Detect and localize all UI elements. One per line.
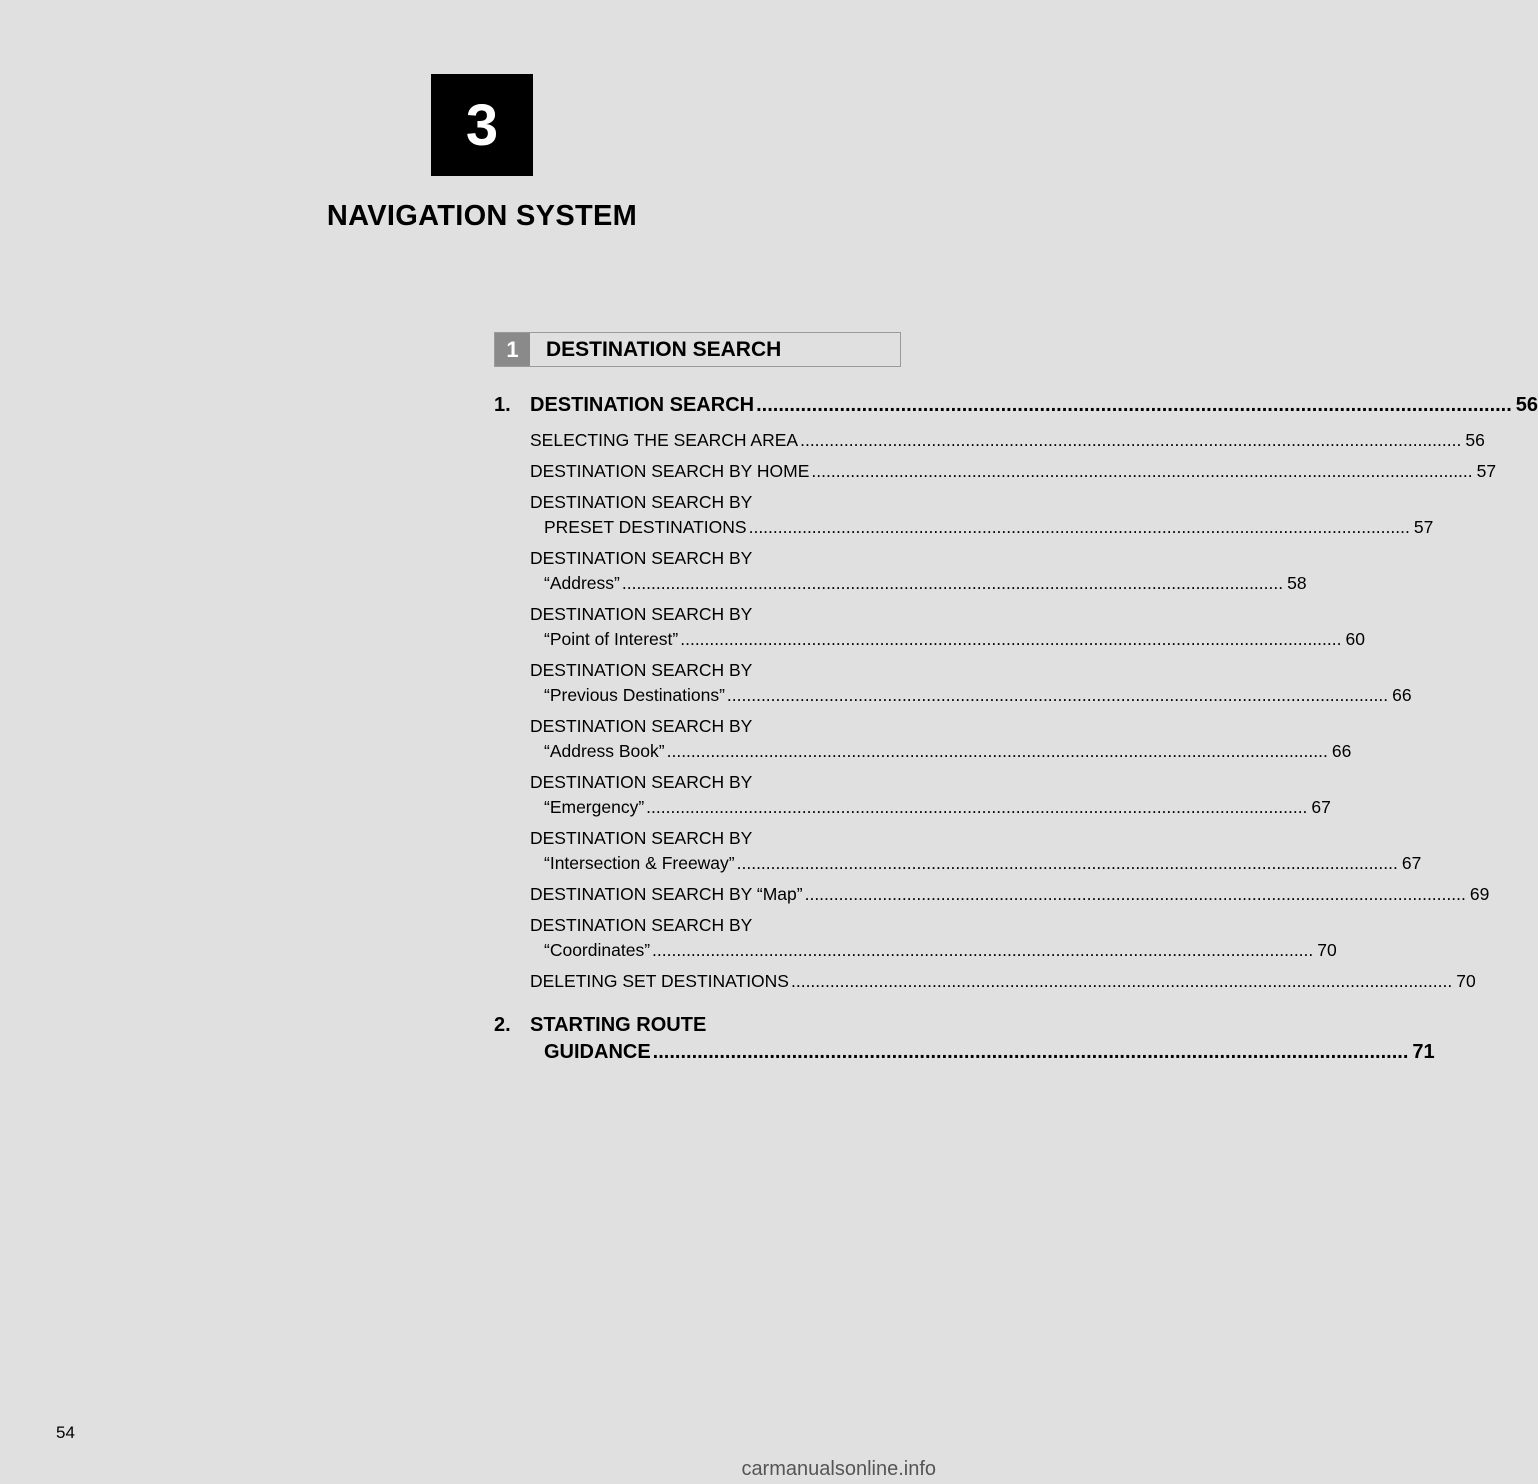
toc-sub-row (530, 795, 1331, 820)
toc-sub-title: DESTINATION SEARCH BY (530, 492, 753, 512)
toc-sub-title-cont: PRESET DESTINATIONS (544, 517, 747, 537)
watermark: carmanualsonline.info (741, 1458, 936, 1480)
section-header (494, 332, 901, 367)
dot-leader (653, 1039, 1409, 1066)
toc-sub-entry[interactable] (530, 882, 1490, 907)
dot-leader (737, 851, 1398, 876)
toc-entry-title: STARTING ROUTE (530, 1014, 707, 1036)
toc-sub-title: DELETING SET DESTINATIONS (530, 971, 789, 991)
dot-leader (805, 882, 1466, 907)
toc-sub-title: DESTINATION SEARCH BY (530, 828, 753, 848)
toc-sub-row (530, 571, 1307, 596)
toc-sub-title: DESTINATION SEARCH BY (530, 548, 753, 568)
toc-entry-page: 56 (1515, 394, 1538, 416)
toc-sub-title: SELECTING THE SEARCH AREA (530, 430, 799, 450)
toc-sub-title-cont: “Address” (544, 573, 620, 593)
table-of-contents (494, 392, 1538, 1066)
toc-sub-entry[interactable] (530, 546, 1307, 596)
toc-sub-entry[interactable] (530, 658, 1412, 708)
toc-sub-entry[interactable] (530, 459, 1497, 484)
toc-sub-entry[interactable] (530, 969, 1476, 994)
dot-leader (800, 428, 1461, 453)
dot-leader (646, 795, 1307, 820)
toc-sub-entry[interactable] (530, 826, 1422, 876)
dot-leader (811, 459, 1472, 484)
toc-sub-list (530, 428, 1497, 994)
toc-sub-entry[interactable] (530, 428, 1485, 453)
toc-sub-row (530, 459, 1497, 484)
toc-sub-title-cont: “Coordinates” (544, 940, 651, 960)
toc-sub-title: DESTINATION SEARCH BY “Map” (530, 884, 803, 904)
toc-sub-page: 58 (1287, 573, 1307, 593)
toc-sub-row (530, 428, 1485, 453)
toc-entry-title-cont: GUIDANCE (544, 1041, 651, 1063)
dot-leader (652, 938, 1313, 963)
chapter-title: NAVIGATION SYSTEM (326, 200, 638, 232)
toc-sub-title: DESTINATION SEARCH BY (530, 915, 753, 935)
toc-sub-title: DESTINATION SEARCH BY (530, 604, 753, 624)
toc-sub-row (530, 882, 1490, 907)
dot-leader (749, 515, 1410, 540)
toc-sub-row (530, 683, 1412, 708)
toc-sub-title-cont: “Intersection & Freeway” (544, 853, 735, 873)
section-number: 1 (495, 333, 530, 366)
toc-entry-page: 71 (1412, 1041, 1435, 1063)
toc-sub-title-cont: “Previous Destinations” (544, 685, 725, 705)
toc-sub-entry[interactable] (530, 490, 1434, 540)
toc-sub-title: DESTINATION SEARCH BY (530, 772, 753, 792)
toc-sub-title-cont: “Address Book” (544, 741, 665, 761)
toc-sub-page: 57 (1413, 517, 1434, 537)
chapter-number-badge (431, 74, 533, 176)
page-number: 54 (56, 1423, 75, 1442)
toc-sub-row (530, 938, 1337, 963)
toc-sub-page: 67 (1311, 797, 1331, 817)
toc-entry-title: DESTINATION SEARCH (530, 394, 755, 416)
toc-sub-title: DESTINATION SEARCH BY (530, 716, 753, 736)
toc-sub-page: 57 (1476, 461, 1497, 481)
toc-sub-page: 70 (1456, 971, 1476, 991)
dot-leader (680, 627, 1341, 652)
page (2, 2, 1538, 1482)
toc-sub-row (530, 969, 1476, 994)
toc-sub-title-cont: “Emergency” (544, 797, 645, 817)
toc-sub-page: 60 (1345, 629, 1365, 649)
dot-leader (667, 739, 1328, 764)
dot-leader (727, 683, 1388, 708)
dot-leader (791, 969, 1452, 994)
toc-sub-title: DESTINATION SEARCH BY (530, 660, 753, 680)
section-label: DESTINATION SEARCH (546, 337, 782, 361)
toc-sub-row (530, 739, 1352, 764)
toc-sub-page: 66 (1392, 685, 1412, 705)
toc-sub-entry[interactable] (530, 913, 1337, 963)
toc-sub-entry[interactable] (530, 770, 1331, 820)
dot-leader (756, 392, 1512, 419)
toc-sub-page: 69 (1469, 884, 1490, 904)
toc-sub-row (530, 515, 1434, 540)
toc-sub-row (530, 627, 1365, 652)
chapter-number: 3 (465, 92, 499, 158)
toc-sub-page: 67 (1401, 853, 1422, 873)
toc-sub-page: 70 (1317, 940, 1337, 960)
dot-leader (622, 571, 1283, 596)
toc-entry-main-1[interactable] (494, 392, 1538, 419)
toc-entry-number: 2. (494, 1014, 511, 1036)
toc-sub-page: 56 (1465, 430, 1485, 450)
toc-sub-title: DESTINATION SEARCH BY HOME (530, 461, 810, 481)
toc-sub-page: 66 (1331, 741, 1352, 761)
toc-sub-entry[interactable] (530, 602, 1365, 652)
toc-sub-title-cont: “Point of Interest” (544, 629, 679, 649)
toc-sub-row (530, 851, 1422, 876)
toc-entry-main-2[interactable] (494, 1012, 1435, 1066)
toc-entry-number: 1. (494, 394, 511, 416)
toc-sub-entry[interactable] (530, 714, 1352, 764)
